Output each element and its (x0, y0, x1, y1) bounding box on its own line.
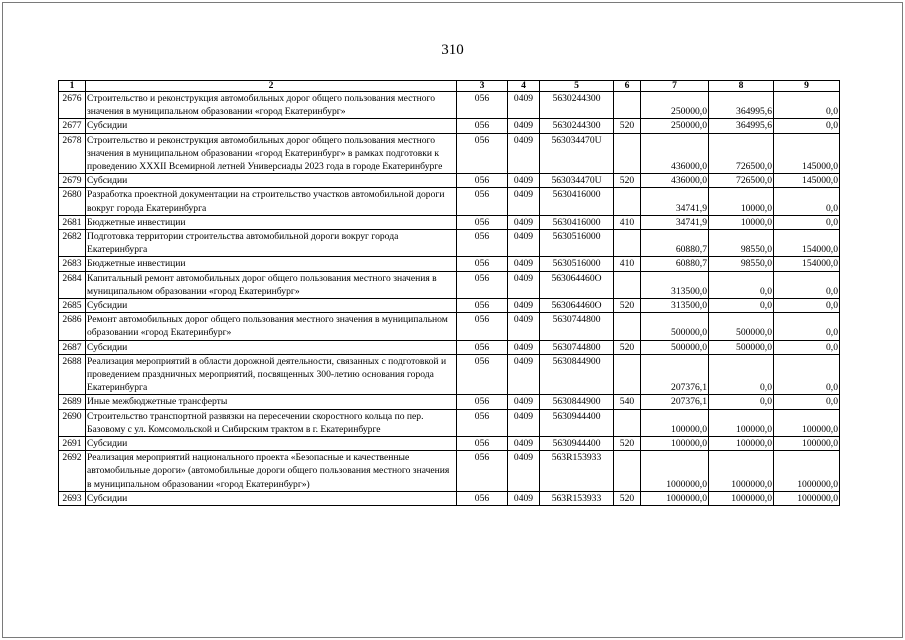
row-number-cell: 2684 (59, 271, 86, 298)
row-number-cell: 2688 (59, 354, 86, 395)
table-row (59, 409, 840, 436)
section-code-cell: 0409 (508, 299, 540, 313)
ministry-code-cell: 056 (457, 133, 508, 174)
ministry-code-cell: 056 (457, 92, 508, 119)
amount-col9-cell: 145000,0 (774, 174, 840, 188)
target-code-cell: 5630244300 (540, 119, 614, 133)
amount-col7-cell: 313500,0 (641, 299, 709, 313)
amount-col7-cell: 500000,0 (641, 340, 709, 354)
amount-col9-cell: 0,0 (774, 188, 840, 215)
item-name-cell: Бюджетные инвестиции (86, 257, 457, 271)
section-code-cell: 0409 (508, 174, 540, 188)
table-row (59, 133, 840, 174)
expense-type-cell (614, 188, 641, 215)
row-number-cell: 2693 (59, 491, 86, 505)
target-code-cell: 5630516000 (540, 257, 614, 271)
expense-type-cell (614, 271, 641, 298)
section-code-cell: 0409 (508, 395, 540, 409)
section-code-cell: 0409 (508, 313, 540, 340)
header-cell: 6 (614, 81, 641, 92)
expense-type-cell: 520 (614, 437, 641, 451)
item-name-cell: Ремонт автомобильных дорог общего пользования местного значения в муниципальном образовании «город Екатеринбург» (86, 313, 457, 340)
target-code-cell: 563034470U (540, 133, 614, 174)
header-cell: 8 (709, 81, 774, 92)
table-row (59, 299, 840, 313)
amount-col9-cell: 1000000,0 (774, 491, 840, 505)
target-code-cell: 5630416000 (540, 188, 614, 215)
amount-col7-cell: 500000,0 (641, 313, 709, 340)
amount-col9-cell: 0,0 (774, 395, 840, 409)
section-code-cell: 0409 (508, 230, 540, 257)
header-cell: 9 (774, 81, 840, 92)
amount-col9-cell: 0,0 (774, 313, 840, 340)
item-name-cell: Субсидии (86, 437, 457, 451)
table-row (59, 257, 840, 271)
item-name-cell: Реализация мероприятий национального проекта «Безопасные и качественные автомобильные дороги» (автомобильные дороги общего пользования местного значения в муниципальном образовании «город Екатеринбург») (86, 451, 457, 492)
amount-col8-cell: 0,0 (709, 395, 774, 409)
budget-table (58, 80, 840, 506)
amount-col8-cell: 100000,0 (709, 409, 774, 436)
item-name-cell: Подготовка территории строительства автомобильной дороги вокруг города Екатеринбурга (86, 230, 457, 257)
expense-type-cell (614, 451, 641, 492)
table-row (59, 340, 840, 354)
ministry-code-cell: 056 (457, 215, 508, 229)
amount-col7-cell: 34741,9 (641, 188, 709, 215)
ministry-code-cell: 056 (457, 313, 508, 340)
item-name-cell: Реализация мероприятий в области дорожной деятельности, связанных с подготовкой и проведением праздничных мероприятий, посвященных 300-летию основания города Екатеринбурга (86, 354, 457, 395)
target-code-cell: 5630844900 (540, 354, 614, 395)
amount-col8-cell: 500000,0 (709, 340, 774, 354)
section-code-cell: 0409 (508, 340, 540, 354)
amount-col9-cell: 0,0 (774, 354, 840, 395)
amount-col8-cell: 98550,0 (709, 230, 774, 257)
target-code-cell: 563034470U (540, 174, 614, 188)
amount-col7-cell: 313500,0 (641, 271, 709, 298)
ministry-code-cell: 056 (457, 119, 508, 133)
table-row (59, 174, 840, 188)
expense-type-cell (614, 313, 641, 340)
section-code-cell: 0409 (508, 188, 540, 215)
amount-col8-cell: 1000000,0 (709, 451, 774, 492)
table-row (59, 230, 840, 257)
row-number-cell: 2677 (59, 119, 86, 133)
amount-col9-cell: 100000,0 (774, 437, 840, 451)
amount-col9-cell: 154000,0 (774, 230, 840, 257)
amount-col7-cell: 250000,0 (641, 92, 709, 119)
expense-type-cell: 520 (614, 491, 641, 505)
item-name-cell: Бюджетные инвестиции (86, 215, 457, 229)
row-number-cell: 2687 (59, 340, 86, 354)
target-code-cell: 5630944400 (540, 437, 614, 451)
ministry-code-cell: 056 (457, 395, 508, 409)
ministry-code-cell: 056 (457, 340, 508, 354)
amount-col7-cell: 1000000,0 (641, 491, 709, 505)
section-code-cell: 0409 (508, 437, 540, 451)
table-row (59, 313, 840, 340)
amount-col9-cell: 154000,0 (774, 257, 840, 271)
item-name-cell: Капитальный ремонт автомобильных дорог общего пользования местного значения в муниципальном образовании «город Екатеринбург» (86, 271, 457, 298)
item-name-cell: Строительство транспортной развязки на пересечении скоростного кольца по пер. Базовому с ул. Комсомольской и Сибирским трактом в г. Екатеринбурге (86, 409, 457, 436)
amount-col9-cell: 0,0 (774, 340, 840, 354)
section-code-cell: 0409 (508, 215, 540, 229)
amount-col9-cell: 0,0 (774, 299, 840, 313)
amount-col9-cell: 1000000,0 (774, 451, 840, 492)
amount-col8-cell: 100000,0 (709, 437, 774, 451)
expense-type-cell (614, 92, 641, 119)
amount-col9-cell: 145000,0 (774, 133, 840, 174)
target-code-cell: 5630744800 (540, 340, 614, 354)
table-row (59, 437, 840, 451)
header-cell: 1 (59, 81, 86, 92)
amount-col8-cell: 726500,0 (709, 174, 774, 188)
ministry-code-cell: 056 (457, 451, 508, 492)
target-code-cell: 563R153933 (540, 451, 614, 492)
amount-col7-cell: 60880,7 (641, 257, 709, 271)
amount-col8-cell: 364995,6 (709, 92, 774, 119)
amount-col8-cell: 10000,0 (709, 215, 774, 229)
amount-col7-cell: 207376,1 (641, 354, 709, 395)
row-number-cell: 2692 (59, 451, 86, 492)
section-code-cell: 0409 (508, 257, 540, 271)
row-number-cell: 2676 (59, 92, 86, 119)
row-number-cell: 2679 (59, 174, 86, 188)
header-cell: 5 (540, 81, 614, 92)
amount-col8-cell: 10000,0 (709, 188, 774, 215)
ministry-code-cell: 056 (457, 230, 508, 257)
amount-col7-cell: 100000,0 (641, 409, 709, 436)
expense-type-cell: 520 (614, 174, 641, 188)
section-code-cell: 0409 (508, 409, 540, 436)
amount-col8-cell: 500000,0 (709, 313, 774, 340)
target-code-cell: 5630244300 (540, 92, 614, 119)
ministry-code-cell: 056 (457, 409, 508, 436)
target-code-cell: 563064460O (540, 299, 614, 313)
amount-col7-cell: 100000,0 (641, 437, 709, 451)
section-code-cell: 0409 (508, 451, 540, 492)
ministry-code-cell: 056 (457, 437, 508, 451)
section-code-cell: 0409 (508, 133, 540, 174)
ministry-code-cell: 056 (457, 271, 508, 298)
amount-col7-cell: 1000000,0 (641, 451, 709, 492)
row-number-cell: 2680 (59, 188, 86, 215)
amount-col8-cell: 0,0 (709, 299, 774, 313)
row-number-cell: 2691 (59, 437, 86, 451)
amount-col7-cell: 436000,0 (641, 133, 709, 174)
header-cell: 2 (86, 81, 457, 92)
target-code-cell: 563R153933 (540, 491, 614, 505)
expense-type-cell (614, 133, 641, 174)
row-number-cell: 2682 (59, 230, 86, 257)
amount-col9-cell: 0,0 (774, 215, 840, 229)
expense-type-cell: 520 (614, 119, 641, 133)
item-name-cell: Иные межбюджетные трансферты (86, 395, 457, 409)
section-code-cell: 0409 (508, 491, 540, 505)
table-row (59, 354, 840, 395)
target-code-cell: 5630416000 (540, 215, 614, 229)
ministry-code-cell: 056 (457, 257, 508, 271)
section-code-cell: 0409 (508, 354, 540, 395)
table-row (59, 395, 840, 409)
expense-type-cell: 520 (614, 340, 641, 354)
item-name-cell: Субсидии (86, 119, 457, 133)
ministry-code-cell: 056 (457, 491, 508, 505)
item-name-cell: Строительство и реконструкция автомобильных дорог общего пользования местного значения в муниципальном образовании «город Екатеринбург» в рамках подготовки к проведению XXXII Всемирной летней Универсиады 2023 года в городе Екатеринбурге (86, 133, 457, 174)
amount-col7-cell: 436000,0 (641, 174, 709, 188)
amount-col9-cell: 0,0 (774, 92, 840, 119)
row-number-cell: 2686 (59, 313, 86, 340)
item-name-cell: Субсидии (86, 340, 457, 354)
expense-type-cell (614, 354, 641, 395)
amount-col7-cell: 34741,9 (641, 215, 709, 229)
expense-type-cell: 540 (614, 395, 641, 409)
row-number-cell: 2689 (59, 395, 86, 409)
section-code-cell: 0409 (508, 271, 540, 298)
ministry-code-cell: 056 (457, 188, 508, 215)
ministry-code-cell: 056 (457, 299, 508, 313)
expense-type-cell (614, 230, 641, 257)
row-number-cell: 2678 (59, 133, 86, 174)
amount-col9-cell: 100000,0 (774, 409, 840, 436)
row-number-cell: 2690 (59, 409, 86, 436)
ministry-code-cell: 056 (457, 174, 508, 188)
amount-col8-cell: 0,0 (709, 354, 774, 395)
table-row (59, 188, 840, 215)
section-code-cell: 0409 (508, 119, 540, 133)
row-number-cell: 2685 (59, 299, 86, 313)
section-code-cell: 0409 (508, 92, 540, 119)
target-code-cell: 563064460O (540, 271, 614, 298)
expense-type-cell: 410 (614, 215, 641, 229)
target-code-cell: 5630744800 (540, 313, 614, 340)
header-cell: 3 (457, 81, 508, 92)
amount-col8-cell: 0,0 (709, 271, 774, 298)
page-number: 310 (441, 42, 464, 58)
amount-col9-cell: 0,0 (774, 119, 840, 133)
item-name-cell: Субсидии (86, 491, 457, 505)
target-code-cell: 5630516000 (540, 230, 614, 257)
amount-col9-cell: 0,0 (774, 271, 840, 298)
table-header-row (59, 81, 840, 92)
expense-type-cell: 410 (614, 257, 641, 271)
amount-col8-cell: 1000000,0 (709, 491, 774, 505)
amount-col8-cell: 726500,0 (709, 133, 774, 174)
amount-col7-cell: 250000,0 (641, 119, 709, 133)
amount-col8-cell: 98550,0 (709, 257, 774, 271)
table-row (59, 491, 840, 505)
row-number-cell: 2683 (59, 257, 86, 271)
item-name-cell: Строительство и реконструкция автомобильных дорог общего пользования местного значения в муниципальном образовании «город Екатеринбург» (86, 92, 457, 119)
amount-col8-cell: 364995,6 (709, 119, 774, 133)
table-row (59, 215, 840, 229)
row-number-cell: 2681 (59, 215, 86, 229)
target-code-cell: 5630944400 (540, 409, 614, 436)
table-row (59, 92, 840, 119)
table-row (59, 119, 840, 133)
amount-col7-cell: 60880,7 (641, 230, 709, 257)
table-row (59, 271, 840, 298)
amount-col7-cell: 207376,1 (641, 395, 709, 409)
expense-type-cell: 520 (614, 299, 641, 313)
ministry-code-cell: 056 (457, 354, 508, 395)
header-cell: 4 (508, 81, 540, 92)
header-cell: 7 (641, 81, 709, 92)
item-name-cell: Субсидии (86, 299, 457, 313)
item-name-cell: Субсидии (86, 174, 457, 188)
expense-type-cell (614, 409, 641, 436)
item-name-cell: Разработка проектной документации на строительство участков автомобильной дороги вокруг города Екатеринбурга (86, 188, 457, 215)
target-code-cell: 5630844900 (540, 395, 614, 409)
table-row (59, 451, 840, 492)
